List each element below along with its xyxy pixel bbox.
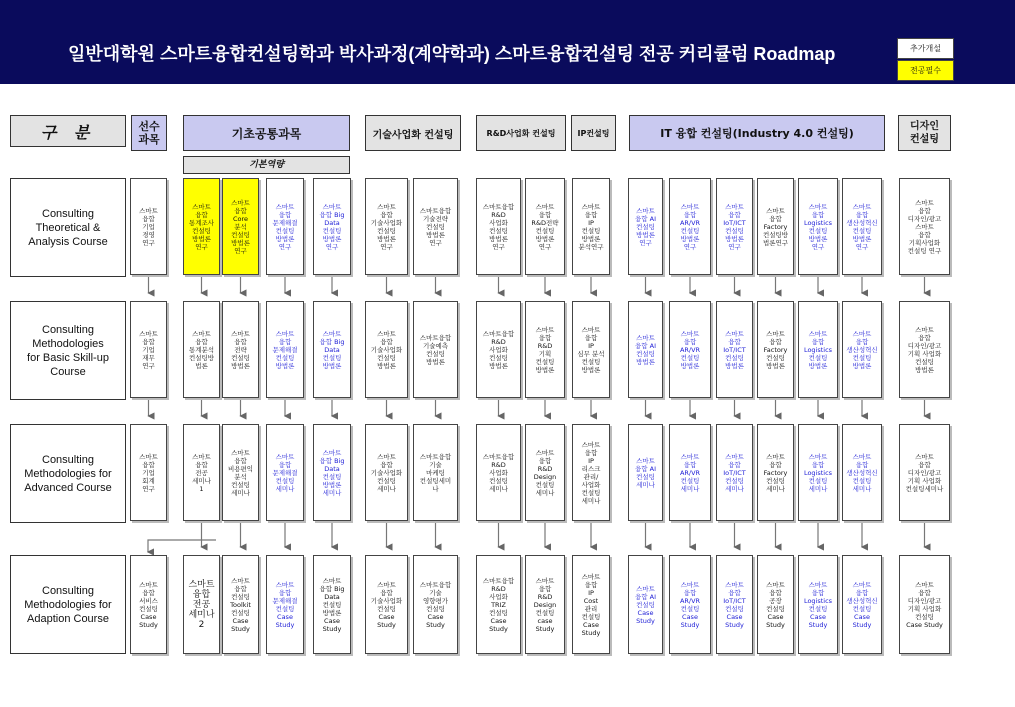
page-title: 일반대학원 스마트융합컨설팅학과 박사과정(계약학과) 스마트융합컨설팅 전공 커리큘럼 Roadmap <box>68 44 836 64</box>
course-cell: 스마트 융합 Factory 컨설팅 방법론 <box>757 301 794 398</box>
course-cell: 스마트 융합 디자인/광고 기획 사업화 컨설팅 Case Study <box>899 555 950 654</box>
course-cell: 스마트 융합 기술사업화 컨설팅 방법론 연구 <box>365 178 408 275</box>
course-cell: 스마트 융합 서비스 컨설팅 Case Study <box>130 555 167 654</box>
course-cell: 스마트 융합 컨설팅 Toolkit 컨설팅 Case Study <box>222 555 259 654</box>
course-cell: 스마트 융합 Big Data 컨설팅 방법론 세미나 <box>313 424 351 521</box>
course-cell: 스마트 융합 Big Data 컨설팅 방법론 연구 <box>313 178 351 275</box>
course-cell: 스마트 융합 생산성혁신 컨설팅 세미나 <box>842 424 882 521</box>
course-cell: 스마트 융합 AR/VR 컨설팅 방법론 연구 <box>669 178 711 275</box>
course-cell: 스마트 융합 AR/VR 컨설팅 방법론 <box>669 301 711 398</box>
course-cell: 스마트 융합 기업 회계 연구 <box>130 424 167 521</box>
course-cell: 스마트 융합 IP Cost 관리 컨설팅 Case Study <box>572 555 610 654</box>
course-cell: 스마트 융합 R&D Design 컨설팅 case Study <box>525 555 565 654</box>
course-cell: 스마트 융합 전략 컨설팅 방법론 <box>222 301 259 398</box>
course-cell: 스마트 융합 AI 컨설팅 방법론 연구 <box>628 178 663 275</box>
row-label-adaption: Consulting Methodologies for Adaption Course <box>10 555 126 654</box>
legend-required: 전공필수 <box>897 60 954 81</box>
course-cell: 스마트 융합 기술사업화 컨설팅 세미나 <box>365 424 408 521</box>
course-cell: 스마트 융합 문제해결 컨설팅 Case Study <box>266 555 304 654</box>
course-cell: 스마트 융합 Big Data 컨설팅 방법론 Case Study <box>313 555 351 654</box>
legend-added: 추가개설 <box>897 38 954 59</box>
course-cell: 스마트 융합 R&D Design 컨설팅 세미나 <box>525 424 565 521</box>
header-gu: 구 분 <box>10 115 126 147</box>
row-label-basic-skillup: Consulting Methodologies for Basic Skill-up Course <box>10 301 126 400</box>
course-cell: 스마트 융합 IoT/ICT 컨설팅 방법론 <box>716 301 753 398</box>
course-cell: 스마트 융합 통계조사 컨설팅 방법론 연구 <box>183 178 220 275</box>
course-cell: 스마트 융합 문제해결 컨설팅 방법론 연구 <box>266 178 304 275</box>
elbow-arrow <box>148 540 216 552</box>
course-cell: 스마트융합 기술 마케팅 컨설팅세미 나 <box>413 424 458 521</box>
course-cell: 스마트 융합 IP 심무 분석 컨설팅 방법론 <box>572 301 610 398</box>
header-ip: IP컨설팅 <box>571 115 616 151</box>
course-cell: 스마트 융합 생산성혁신 컨설팅 Case Study <box>842 555 882 654</box>
course-cell: 스마트융합 R&D 사업화 TRIZ 컨설팅 Case Study <box>476 555 521 654</box>
course-cell: 스마트 융합 R&D 기획 컨설팅 방법론 <box>525 301 565 398</box>
header-it: IT 융합 컨설팅(Industry 4.0 컨설팅) <box>629 115 885 151</box>
course-cell: 스마트 융합 AI 컨설팅 방법론 <box>628 301 663 398</box>
course-cell: 스마트 융합 Factory 컨설팅 세미나 <box>757 424 794 521</box>
course-cell: 스마트 융합 전공 세미나 1 <box>183 424 220 521</box>
row-label-advanced: Consulting Methodologies for Advanced Course <box>10 424 126 523</box>
course-cell: 스마트 융합 Logistics 컨설팅 세미나 <box>798 424 838 521</box>
course-cell: 스마트 융합 기업 재무 연구 <box>130 301 167 398</box>
course-cell: 스마트 융합 IP 리스크 관리/ 사업화 컨설팅 세미나 <box>572 424 610 521</box>
course-cell: 스마트 융합 기술사업화 컨설팅 방법론 <box>365 301 408 398</box>
header-basic-competency: 기본역량 <box>183 156 350 174</box>
course-cell: 스마트융합 R&D 사업화 컨설팅 방법론 연구 <box>476 178 521 275</box>
course-cell: 스마트 융합 Logistics 컨설팅 Case Study <box>798 555 838 654</box>
course-cell: 스마트 융합 AI 컨설팅 세미나 <box>628 424 663 521</box>
course-cell: 스마트 융합 AI 컨설팅 Case Study <box>628 555 663 654</box>
course-cell: 스마트 융합 비용편익 분석 컨설팅 세미나 <box>222 424 259 521</box>
course-cell: 스마트 융합 Big Data 컨설팅 방법론 <box>313 301 351 398</box>
course-cell: 스마트 융합 IoT/ICT 컨설팅 세미나 <box>716 424 753 521</box>
course-cell: 스마트 융합 IoT/ICT 컨설팅 방법론 연구 <box>716 178 753 275</box>
course-cell: 스마트 융합 전공 세미나 2 <box>183 555 220 654</box>
course-cell: 스마트융합 기술 영향평가 컨설팅 Case Study <box>413 555 458 654</box>
course-cell: 스마트 융합 AR/VR 컨설팅 Case Study <box>669 555 711 654</box>
course-cell: 스마트 융합 기술사업화 컨설팅 Case Study <box>365 555 408 654</box>
course-cell: 스마트 융합 Core 분석 컨설팅 방법론 연구 <box>222 178 259 275</box>
header-design: 디자인 컨설팅 <box>898 115 951 151</box>
row-label-theoretical: Consulting Theoretical & Analysis Course <box>10 178 126 277</box>
course-cell: 스마트 융합 공장 컨설팅 Case Study <box>757 555 794 654</box>
course-cell: 스마트 융합 Logistics 컨설팅 방법론 <box>798 301 838 398</box>
header-tech-commercial: 기술사업화 컨설팅 <box>365 115 461 151</box>
course-cell: 스마트융합 기술예측 컨설팅 방법론 <box>413 301 458 398</box>
course-cell: 스마트 융합 통계분석 컨설팅방 법론 <box>183 301 220 398</box>
course-cell: 스마트 융합 디자인/광고 기획 사업화 컨설팅 방법론 <box>899 301 950 398</box>
header-prereq: 선수 과목 <box>131 115 167 151</box>
course-cell: 스마트 융합 Logistics 컨설팅 방법론 연구 <box>798 178 838 275</box>
header-basic-common: 기초공통과목 <box>183 115 350 151</box>
course-cell: 스마트 융합 생산성혁신 컨설팅 방법론 연구 <box>842 178 882 275</box>
course-cell: 스마트 융합 AR/VR 컨설팅 세미나 <box>669 424 711 521</box>
course-cell: 스마트 융합 IoT/ICT 컨설팅 Case Study <box>716 555 753 654</box>
course-cell: 스마트 융합 IP 컨설팅 방법론 분석연구 <box>572 178 610 275</box>
course-cell: 스마트 융합 R&D전략 컨설팅 방법론 연구 <box>525 178 565 275</box>
course-cell: 스마트 융합 Factory 컨설팅방 법론연구 <box>757 178 794 275</box>
course-cell: 스마트 융합 디자인/광고 기획 사업화 컨설팅세미나 <box>899 424 950 521</box>
course-cell: 스마트 융합 문제해결 컨설팅 방법론 <box>266 301 304 398</box>
course-cell: 스마트 융합 생산성혁신 컨설팅 방법론 <box>842 301 882 398</box>
course-cell: 스마트융합 기술전략 컨설팅 방법론 연구 <box>413 178 458 275</box>
course-cell: 스마트 융합 디자인/광고 스마트 융합 기획사업화 컨설팅 연구 <box>899 178 950 275</box>
course-cell: 스마트융합 R&D 사업화 컨설팅 방법론 <box>476 301 521 398</box>
course-cell: 스마트융합 R&D 사업화 컨설팅 세미나 <box>476 424 521 521</box>
course-cell: 스마트 융합 문제해결 컨설팅 세미나 <box>266 424 304 521</box>
header-rnd: R&D사업화 컨설팅 <box>476 115 566 151</box>
course-cell: 스마트 융합 기업 경영 연구 <box>130 178 167 275</box>
